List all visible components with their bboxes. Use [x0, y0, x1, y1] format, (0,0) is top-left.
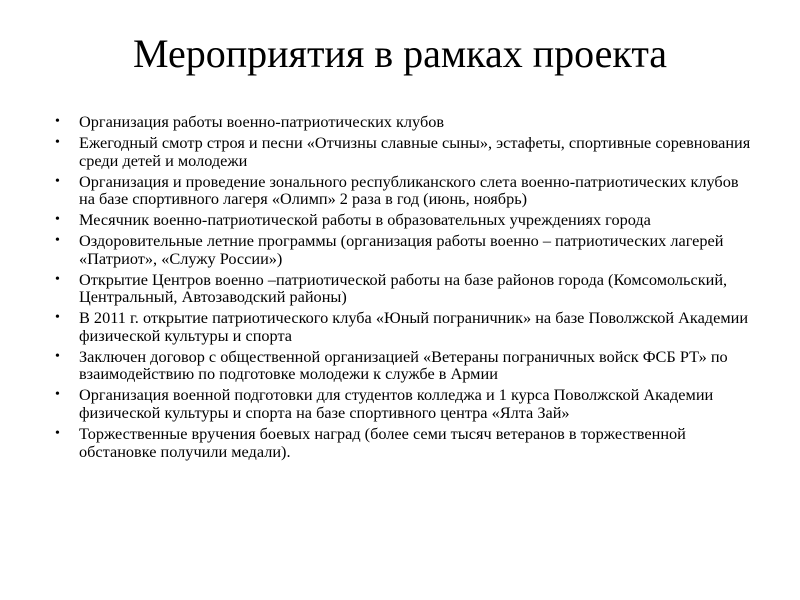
bullet-icon: •	[55, 233, 60, 249]
bullet-icon: •	[55, 134, 60, 150]
bullet-icon: •	[55, 212, 60, 228]
bullet-text: Организация работы военно-патриотических клубов	[79, 112, 445, 131]
bullet-icon: •	[55, 173, 60, 189]
bullet-list	[55, 113, 755, 464]
bullet-text: Заключен договор с общественной организацией «Ветераны пограничных войск ФСБ РТ» по взаимодействию по подготовке молодежи к службе в Армии	[79, 346, 728, 384]
bullet-text: Торжественные вручения боевых наград (более семи тысяч ветеранов в торжественной обстановке получили медали).	[79, 424, 686, 461]
bullet-text: В 2011 г. открытие патриотического клуба «Юный пограничник» на базе Поволжской Академии физической культуры и спорта	[79, 308, 749, 345]
bullet-item	[55, 386, 755, 421]
slide-title: Мероприятия в рамках проекта	[132, 31, 668, 76]
bullet-text: Открытие Центров военно –патриотической работы на базе районов города (Комсомольский, Центральный, Автозаводский районы)	[79, 269, 728, 307]
bullet-text: Организация военной подготовки для студентов колледжа и 1 курса Поволжской Академии физической культуры и спорта на базе спортивного центра «Ялта Зай»	[79, 385, 714, 423]
bullet-item	[55, 211, 755, 229]
bullet-item	[55, 113, 755, 131]
bullet-icon: •	[55, 348, 60, 364]
bullet-item	[55, 425, 755, 460]
bullet-icon: •	[55, 114, 60, 129]
bullet-text: Месячник военно-патриотической работы в образовательных учреждениях города	[79, 210, 651, 230]
bullet-icon: •	[55, 426, 60, 442]
bullet-text: Ежегодный смотр строя и песни «Отчизны славные сыны», эстафеты, спортивные соревнования среди детей и молодежи	[79, 132, 751, 170]
bullet-item	[55, 173, 755, 208]
bullet-text: Оздоровительные летние программы (организация работы военно – патриотических лагерей «Патриот», «Служу России»)	[79, 231, 724, 268]
bullet-item	[55, 232, 755, 267]
bullet-item	[55, 134, 755, 169]
bullet-icon: •	[55, 310, 60, 326]
bullet-item	[55, 348, 755, 383]
bullet-item	[55, 309, 755, 344]
bullet-icon: •	[55, 387, 60, 403]
bullet-text: Организация и проведение зонального республиканского слета военно-патриотических клубов на базе спортивного лагеря «Олимп» 2 раза в год (июнь, ноябрь)	[79, 171, 739, 209]
bullet-icon: •	[55, 271, 60, 287]
bullet-item	[55, 271, 755, 306]
